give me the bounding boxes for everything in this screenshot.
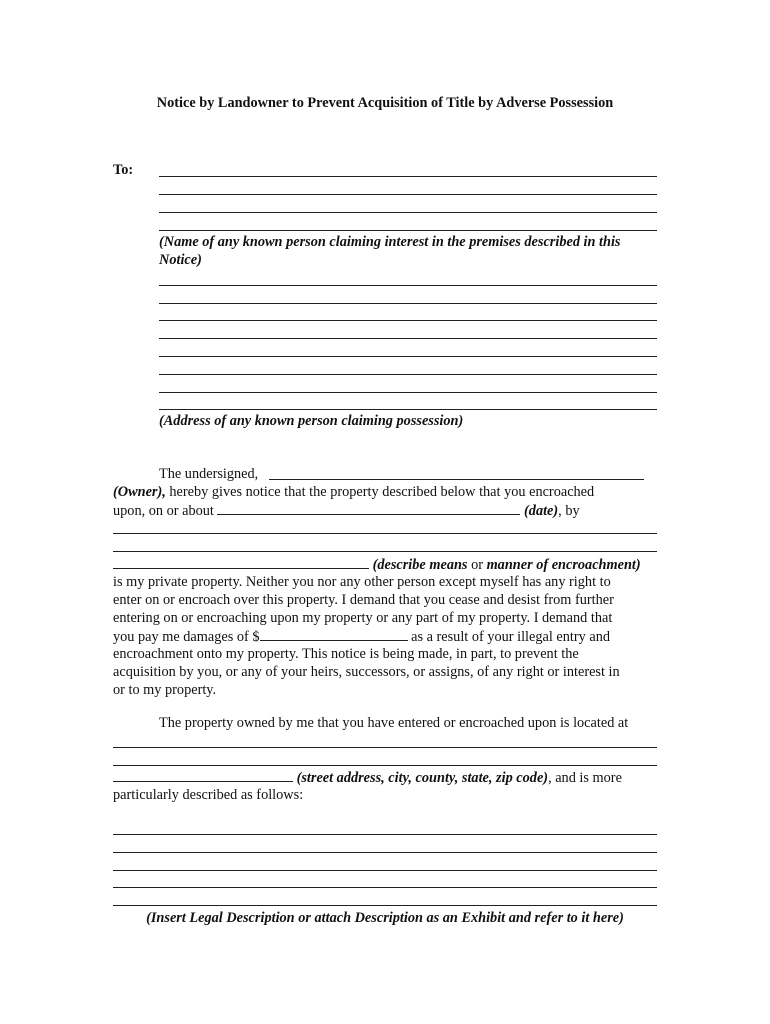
address-line-5[interactable] xyxy=(159,343,657,357)
para1-line-1: is my private property. Neither you nor any other person except myself has any right to xyxy=(113,574,611,590)
property-line-2[interactable] xyxy=(113,752,657,766)
damages-amount-field[interactable] xyxy=(260,627,408,641)
address-line-1[interactable] xyxy=(159,272,657,286)
street-label: (street address, city, county, state, zip code) xyxy=(296,770,549,786)
encroachment-line-3[interactable] xyxy=(113,555,369,569)
damages-line xyxy=(113,627,610,646)
address-caption: (Address of any known person claiming possession) xyxy=(159,413,464,429)
name-caption-line-1: (Name of any known person claiming interest in the premises described in this xyxy=(159,234,621,250)
manner-label: manner of encroachment) xyxy=(486,557,641,573)
property-text: The property owned by me that you have entered or encroached upon is located at xyxy=(159,715,629,731)
to-line-2[interactable] xyxy=(159,181,657,195)
para2-line-1: encroachment onto my property. This notice is being made, in part, to prevent the xyxy=(113,646,579,662)
date-label: (date) xyxy=(524,503,559,519)
encroachment-line-2[interactable] xyxy=(113,538,657,552)
date-field[interactable] xyxy=(217,501,520,515)
to-line-1[interactable] xyxy=(159,163,657,177)
property-line-1[interactable] xyxy=(113,734,657,748)
damages-rest: as a result of your illegal entry and xyxy=(411,629,610,645)
para1-line-3: entering on or encroaching upon my property or any part of my property. I demand that xyxy=(113,610,613,626)
legal-line-3[interactable] xyxy=(113,857,657,871)
owner-label: (Owner), xyxy=(113,484,166,500)
owner-line-text: hereby gives notice that the property described below that you encroached xyxy=(169,484,595,500)
to-line-3[interactable] xyxy=(159,199,657,213)
legal-caption: (Insert Legal Description or attach Description as an Exhibit and refer to it here) xyxy=(146,910,624,926)
owner-line xyxy=(113,483,594,501)
upon-line xyxy=(113,501,580,520)
damages-text: you pay me damages of $ xyxy=(113,629,260,645)
address-line-7[interactable] xyxy=(159,379,657,393)
address-line-2[interactable] xyxy=(159,290,657,304)
describe-label: (describe means xyxy=(372,557,468,573)
legal-line-5[interactable] xyxy=(113,892,657,906)
by-text: , by xyxy=(558,503,580,519)
address-line-6[interactable] xyxy=(159,361,657,375)
undersigned-label: The undersigned, xyxy=(159,466,259,482)
legal-line-2[interactable] xyxy=(113,839,657,853)
owner-name-field[interactable] xyxy=(269,466,644,480)
to-line-4[interactable] xyxy=(159,217,657,231)
upon-text: upon, on or about xyxy=(113,503,214,519)
para2-line-3: or to my property. xyxy=(113,682,217,698)
para2-line-2: acquisition by you, or any of your heirs, successors, or assigns, of any right or interest in xyxy=(113,664,620,680)
encroachment-line-1[interactable] xyxy=(113,520,657,534)
street-line xyxy=(113,768,622,787)
address-line-3[interactable] xyxy=(159,307,657,321)
document-title: Notice by Landowner to Prevent Acquisition of Title by Adverse Possession xyxy=(156,95,614,111)
particular-text: particularly described as follows: xyxy=(113,787,304,803)
legal-line-1[interactable] xyxy=(113,821,657,835)
or-text: or xyxy=(471,557,483,573)
to-label: To: xyxy=(113,162,134,178)
name-caption-line-2: Notice) xyxy=(159,252,202,268)
legal-line-4[interactable] xyxy=(113,874,657,888)
describe-line xyxy=(113,555,641,574)
address-line-8[interactable] xyxy=(159,396,657,410)
property-line-3[interactable] xyxy=(113,768,293,782)
street-rest: , and is more xyxy=(548,770,622,786)
para1-line-2: enter on or encroach over this property. I demand that you cease and desist from further xyxy=(113,592,614,608)
address-line-4[interactable] xyxy=(159,325,657,339)
